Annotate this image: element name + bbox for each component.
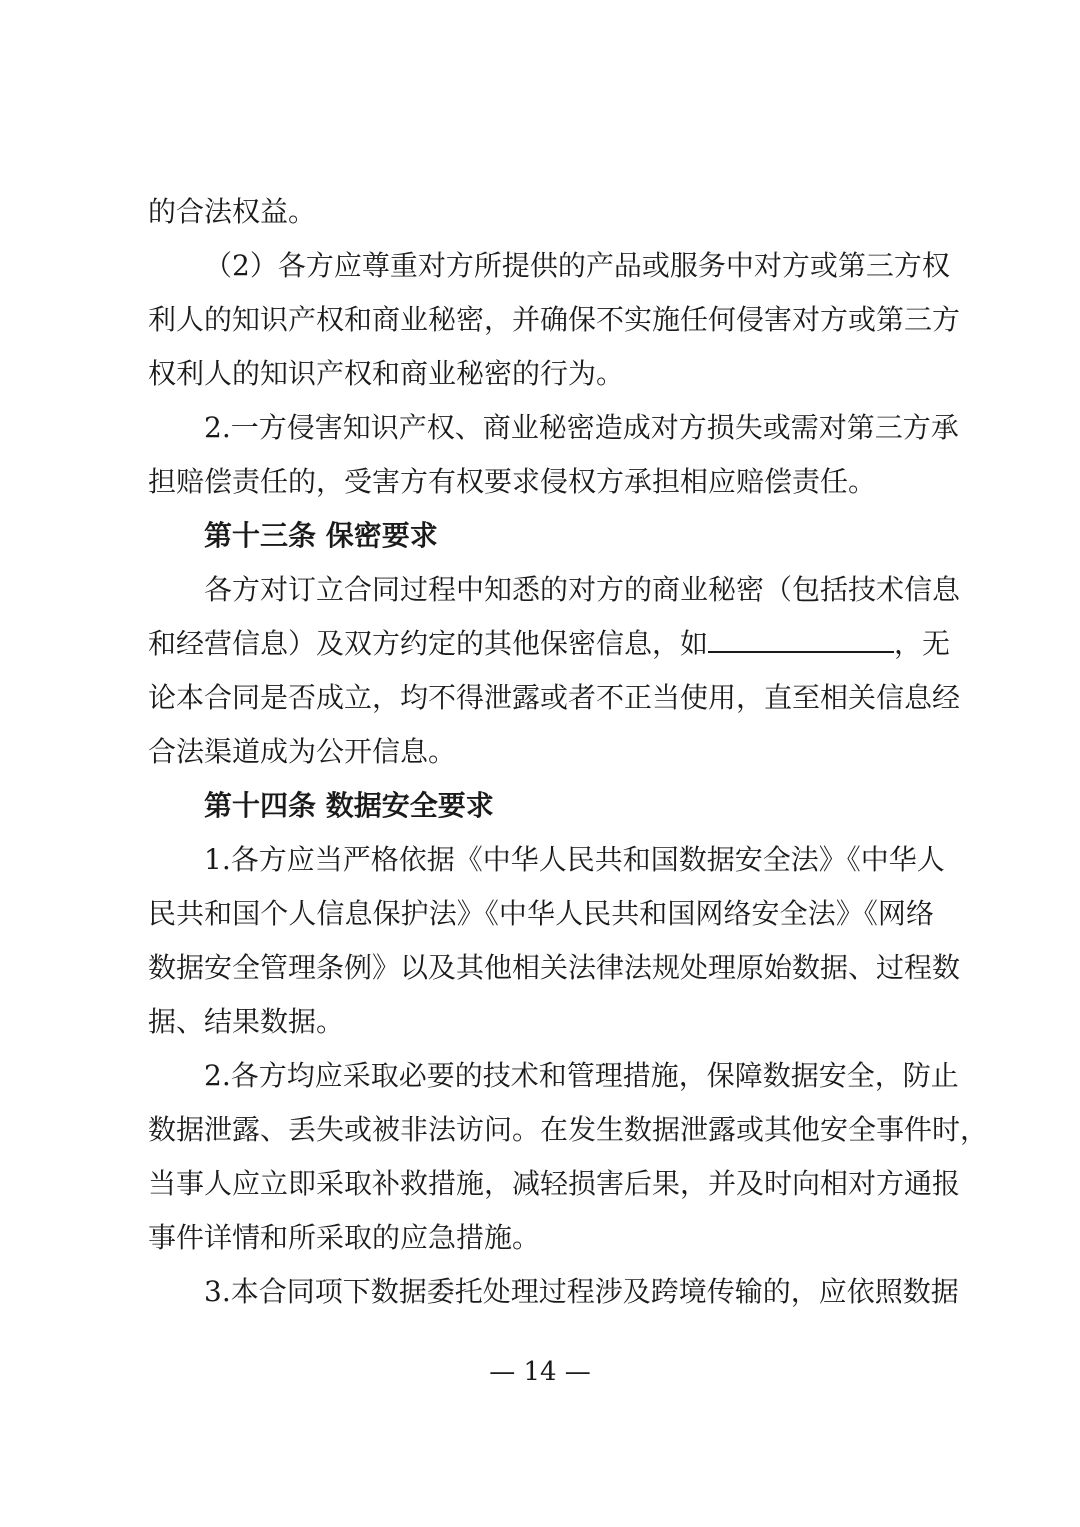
paragraph-line: 权利人的知识产权和商业秘密的行为。: [148, 357, 625, 390]
paragraph-line: 数据泄露、丢失或被非法访问。在发生数据泄露或其他安全事件时，: [148, 1113, 989, 1146]
paragraph-line: 3.本合同项下数据委托处理过程涉及跨境传输的，应依照数据: [204, 1275, 959, 1308]
paragraph-line: 数据安全管理条例》以及其他相关法律法规处理原始数据、过程数: [148, 951, 961, 984]
paragraph-line: 担赔偿责任的，受害方有权要求侵权方承担相应赔偿责任。: [148, 465, 877, 498]
paragraph-line: （2）各方应尊重对方所提供的产品或服务中对方或第三方权: [204, 249, 950, 282]
paragraph-line: 2.各方均应采取必要的技术和管理措施，保障数据安全，防止: [204, 1059, 959, 1092]
document-body: [148, 185, 989, 1319]
paragraph-line: 各方对订立合同过程中知悉的对方的商业秘密（包括技术信息: [204, 573, 961, 606]
paragraph-line: 1.各方应当严格依据《中华人民共和国数据安全法》《中华人: [204, 843, 945, 876]
fill-in-blank: [708, 621, 894, 653]
paragraph-line: 民共和国个人信息保护法》《中华人民共和国网络安全法》《网络: [148, 897, 934, 930]
paragraph-line: 当事人应立即采取补救措施，减轻损害后果，并及时向相对方通报: [148, 1167, 961, 1200]
text-before-blank: 和经营信息）及双方约定的其他保密信息，如: [148, 627, 709, 660]
paragraph-line: 据、结果数据。: [148, 1005, 345, 1038]
paragraph-line: 合法渠道成为公开信息。: [148, 735, 457, 768]
paragraph-line: 利人的知识产权和商业秘密，并确保不实施任何侵害对方或第三方: [148, 303, 961, 336]
page-number: — 14 —: [489, 1357, 591, 1387]
paragraph-line: 事件详情和所采取的应急措施。: [148, 1221, 541, 1254]
paragraph-line: 的合法权益。: [148, 195, 317, 228]
paragraph-line: 论本合同是否成立，均不得泄露或者不正当使用，直至相关信息经: [148, 681, 961, 714]
article-14-heading: 第十四条 数据安全要求: [204, 789, 494, 822]
article-13-heading: 第十三条 保密要求: [204, 519, 438, 552]
text-after-blank: ，无: [894, 627, 951, 660]
paragraph-line: 2.一方侵害知识产权、商业秘密造成对方损失或需对第三方承: [204, 411, 959, 444]
paragraph-line-with-blank: [148, 617, 951, 671]
